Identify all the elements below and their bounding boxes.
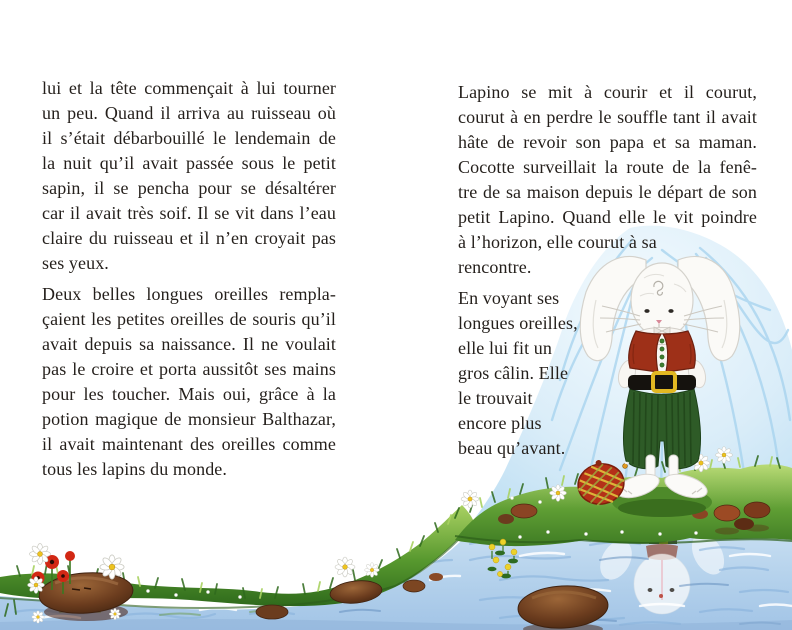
text-line: Deux belles longues oreilles rempla- (42, 284, 336, 304)
text-line: beau qu’avant. (458, 438, 566, 458)
text-line: encore plus (458, 413, 542, 433)
text-line: ses yeux. (42, 253, 109, 273)
text-line: pour les toucher. Mais oui, grâce à la (42, 384, 336, 404)
text-line: un peu. Quand il arriva au ruisseau où (42, 103, 336, 123)
text-line: lui et la tête commençait à lui tourner (42, 78, 336, 98)
text-line: la nuit qu’il avait passée sous le petit (42, 153, 336, 173)
text-line: courut à en perdre le souffle tant il avait (458, 107, 757, 127)
text-line: sapin, il se pencha pour se désaltérer (42, 178, 336, 198)
text-line: il avait maintenant des oreilles comme (42, 434, 336, 454)
text-line: çaient les petites oreilles de souris qu’il (42, 309, 336, 329)
text-line: claire du ruisseau et il n’en croyait pas (42, 228, 336, 248)
text-line: elle lui fit un (458, 338, 552, 358)
text-line: hâte de revoir son papa et sa maman. (458, 132, 757, 152)
text-line: à l’horizon, elle courut à sa (458, 232, 657, 252)
right-page-text (458, 80, 757, 461)
text-line: gros câlin. Elle (458, 363, 569, 383)
text-line: car il avait très soif. Il se vit dans l’eau (42, 203, 336, 223)
text-line: potion magique de monsieur Balthazar, (42, 409, 336, 429)
text-line: avait depuis sa naissance. Il ne voulait (42, 334, 336, 354)
text-line: tous les lapins du monde. (42, 459, 227, 479)
text-line: petit Lapino. Quand elle le vit poindre (458, 207, 757, 227)
text-line: le trouvait (458, 388, 533, 408)
left-page-text (42, 76, 336, 482)
paragraph (458, 286, 757, 461)
text-line: rencontre. (458, 257, 532, 277)
text-line: Cocotte surveillait la route de la fenê- (458, 157, 757, 177)
paragraph (42, 76, 336, 276)
text-line: tre de sa maison depuis le départ de son (458, 182, 757, 202)
paragraph (458, 80, 757, 280)
text-line: longues oreilles, (458, 313, 578, 333)
paragraph (42, 282, 336, 482)
text-line: Lapino se mit à courir et il courut, (458, 82, 757, 102)
text-line: il s’était débarbouillé le lendemain de (42, 128, 336, 148)
text-line: pas le croire et porta aussitôt ses mains (42, 359, 336, 379)
text-line: En voyant ses (458, 288, 560, 308)
